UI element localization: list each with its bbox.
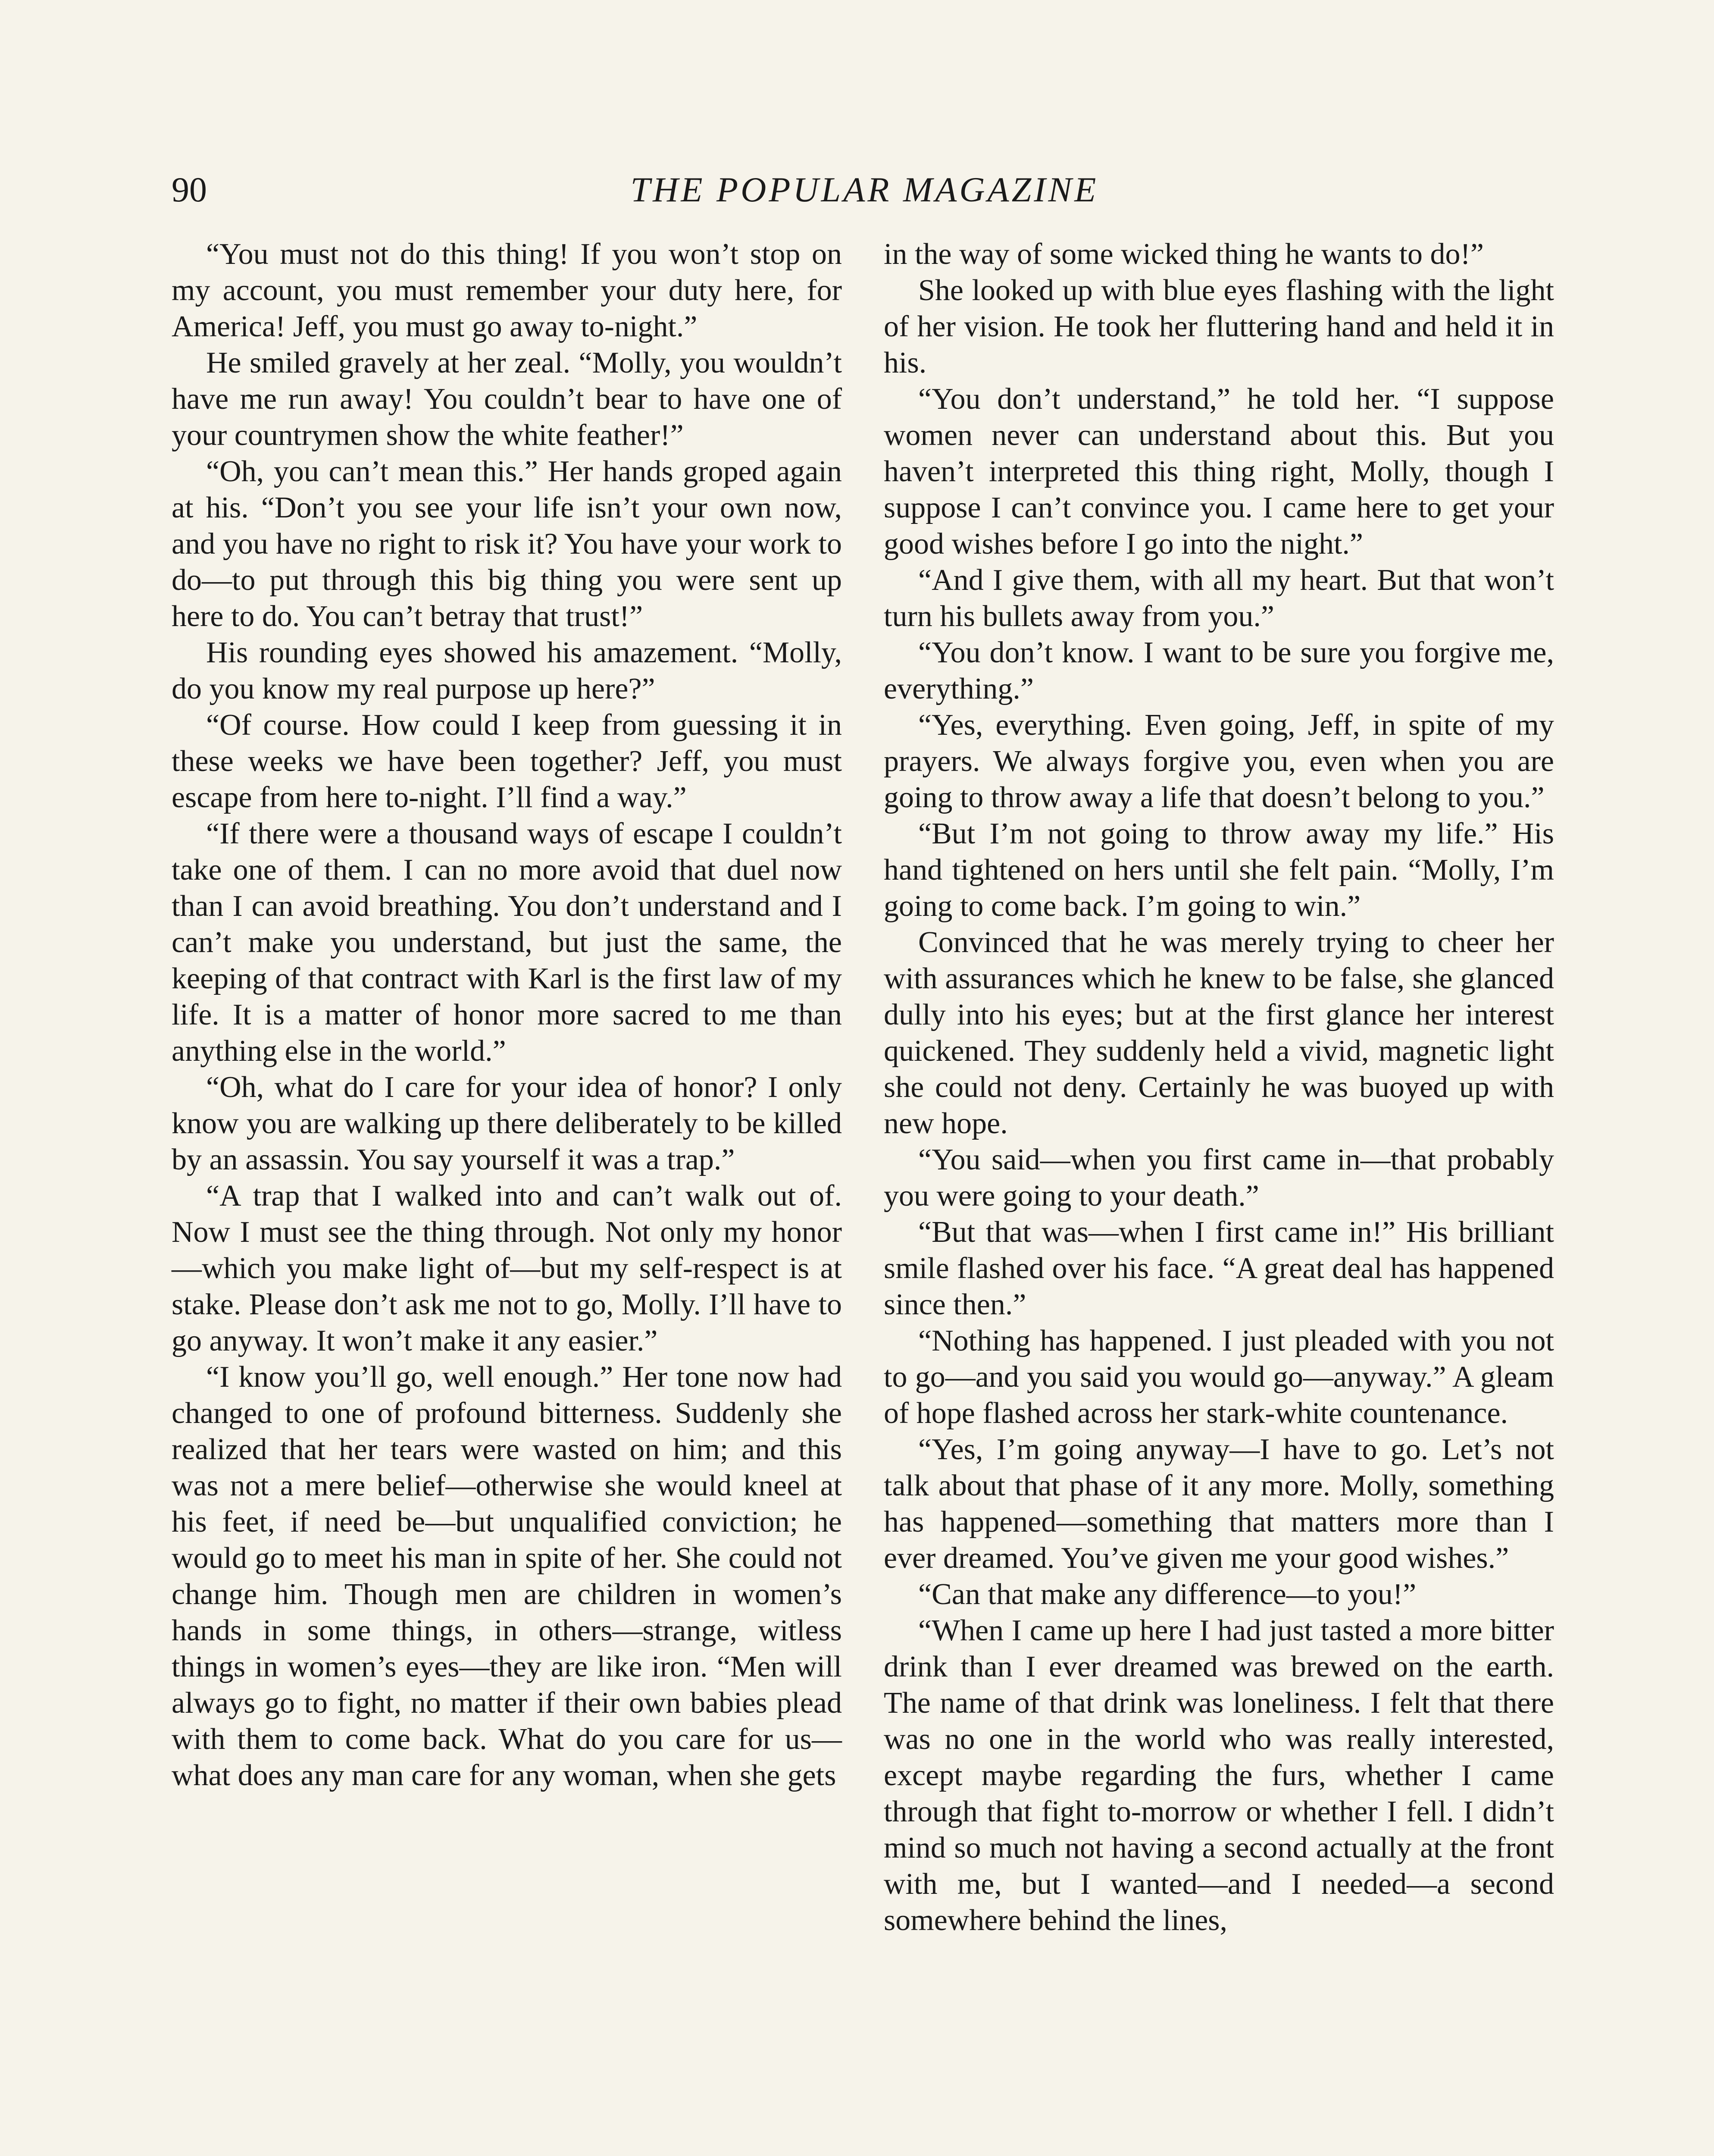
page-number: 90 bbox=[172, 170, 207, 209]
paragraph: “Nothing has happened. I just pleaded with you not to go—and you said you would go—anyway.” A gleam of hope flashed across her stark-white countenance. bbox=[884, 1324, 1554, 1430]
paragraph: “And I give them, with all my heart. But that won’t turn his bullets away from you.” bbox=[884, 564, 1554, 633]
paragraph-continuation: in the way of some wicked thing he wants to do!” bbox=[884, 238, 1484, 271]
paragraph: Convinced that he was merely trying to cheer her with assurances which he knew to be false, she glanced dully into his eyes; but at the first glance her interest quickened. They suddenly held a vivid, magnetic light she could not deny. Certainly he was buoyed up with new hope. bbox=[884, 926, 1554, 1140]
paragraph: “You don’t understand,” he told her. “I suppose women never can understand about this. But you haven’t interpreted this thing right, Molly, though I suppose I can’t convince you. I came here to get your good wishes before I go into the night.” bbox=[884, 382, 1554, 561]
left-column bbox=[172, 236, 842, 1794]
paragraph: “You must not do this thing! If you won’t stop on my account, you must remember your duty here, for America! Jeff, you must go away to-night.” bbox=[172, 238, 842, 343]
paragraph: He smiled gravely at her zeal. “Molly, you wouldn’t have me run away! You couldn’t bear to have one of your countrymen show the white feather!” bbox=[172, 346, 842, 452]
paragraph: “Of course. How could I keep from guessing it in these weeks we have been together? Jeff, you must escape from here to-night. I’ll find a way.” bbox=[172, 708, 842, 814]
paragraph: “If there were a thousand ways of escape I couldn’t take one of them. I can no more avoid that duel now than I can avoid breathing. You don’t understand and I can’t make you understand, but just the same, the keeping of that contract with Karl is the first law of my life. It is a matter of honor more sacred to me than anything else in the world.” bbox=[172, 817, 842, 1068]
paragraph: “A trap that I walked into and can’t walk out of. Now I must see the thing through. Not only my honor—which you make light of—but my self-respect is at stake. Please don’t ask me not to go, Molly. I’ll have to go anyway. It won’t make it any easier.” bbox=[172, 1179, 842, 1357]
page-header bbox=[172, 164, 1558, 216]
paragraph: “Oh, you can’t mean this.” Her hands groped again at his. “Don’t you see your life isn’t your own now, and you have no right to risk it? You have your work to do—to put through this big thing you were sent up here to do. You can’t betray that trust!” bbox=[172, 455, 842, 633]
paragraph: “But I’m not going to throw away my life.” His hand tightened on hers until she felt pain. “Molly, I’m going to come back. I’m going to win.” bbox=[884, 817, 1554, 923]
paragraph: “You don’t know. I want to be sure you forgive me, everything.” bbox=[884, 636, 1554, 705]
paragraph: “You said—when you first came in—that probably you were going to your death.” bbox=[884, 1143, 1554, 1213]
paragraph: “Oh, what do I care for your idea of honor? I only know you are walking up there deliberately to be killed by an assassin. You say yourself it was a trap.” bbox=[172, 1071, 842, 1176]
paragraph: “But that was—when I first came in!” His brilliant smile flashed over his face. “A great deal has happened since then.” bbox=[884, 1216, 1554, 1321]
paragraph: She looked up with blue eyes flashing with the light of her vision. He took her fluttering hand and held it in his. bbox=[884, 274, 1554, 379]
paragraph: “When I came up here I had just tasted a more bitter drink than I ever dreamed was brewed on the earth. The name of that drink was loneliness. I felt that there was no one in the world who was really interested, except maybe regarding the furs, whether I came through that fight to-morrow or whether I fell. I didn’t mind so much not having a second actually at the front with me, but I wanted—and I needed—a second somewhere behind the lines, bbox=[884, 1614, 1554, 1937]
magazine-title: THE POPULAR MAGAZINE bbox=[630, 170, 1099, 209]
right-column bbox=[884, 236, 1554, 1939]
paragraph: “Yes, everything. Even going, Jeff, in spite of my prayers. We always forgive you, even when you are going to throw away a life that doesn’t belong to you.” bbox=[884, 708, 1554, 814]
paragraph: “I know you’ll go, well enough.” Her tone now had changed to one of profound bitterness. Suddenly she realized that her tears were wasted on him; and this was not a mere belief—otherwise she would kneel at his feet, if need be—but unqualified conviction; he would go to meet his man in spite of her. She could not change him. Though men are children in women’s hands in some things, in others—strange, witless things in women’s eyes—they are like iron. “Men will always go to fight, no matter if their own babies plead with them to come back. What do you care for us—what does any man care for any woman, when she gets bbox=[172, 1360, 842, 1792]
paragraph: “Can that make any difference—to you!” bbox=[918, 1578, 1417, 1611]
paragraph: His rounding eyes showed his amazement. “Molly, do you know my real purpose up here?” bbox=[172, 636, 842, 705]
paragraph: “Yes, I’m going anyway—I have to go. Let’s not talk about that phase of it any more. Molly, something has happened—something that matters more than I ever dreamed. You’ve given me your good wishes.” bbox=[884, 1433, 1554, 1575]
